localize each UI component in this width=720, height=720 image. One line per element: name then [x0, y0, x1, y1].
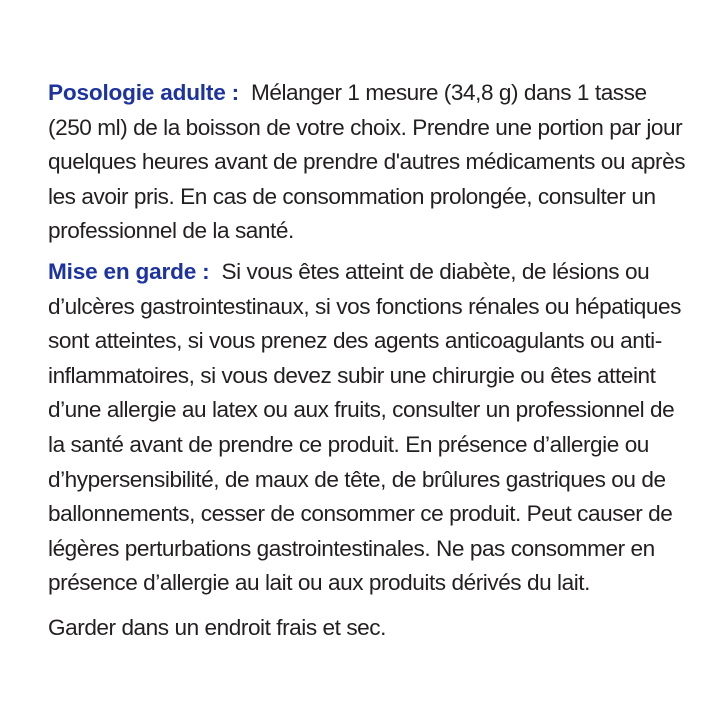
storage-paragraph — [48, 611, 688, 646]
product-label-text — [48, 76, 688, 646]
dosage-text: Mélanger 1 mesure (34,8 g) dans 1 tasse (250 ml) de la boisson de votre choix. Prendre une portion par jour quelques heures avant de prendre d'autres médicaments ou après les avoir pris. En cas de consommation prolongée, consulter un professionnel de la santé. — [48, 80, 686, 244]
storage-text: Garder dans un endroit frais et sec. — [48, 614, 386, 640]
warning-heading: Mise en garde : — [48, 258, 210, 284]
dosage-heading: Posologie adulte : — [48, 80, 239, 105]
warning-text: Si vous êtes atteint de diabète, de lésions ou d’ulcères gastrointestinaux, si vos fonctions rénales ou hépatiques sont atteintes, si vous prenez des agents anticoagulants ou anti-inflammatoires, si vous devez subir une chirurgie ou êtes atteint d’une allergie au latex ou aux fruits, consulter un professionnel de la santé avant de prendre ce produit. En présence d’allergie ou d’hypersensibilité, de maux de tête, de brûlures gastriques ou de ballonnements, cesser de consommer ce produit. Peut causer de légères perturbations gastrointestinales. Ne pas consommer en présence d’allergie au lait ou aux produits dérivés du lait. — [48, 258, 681, 596]
warning-paragraph — [48, 255, 688, 601]
dosage-paragraph — [48, 76, 688, 249]
